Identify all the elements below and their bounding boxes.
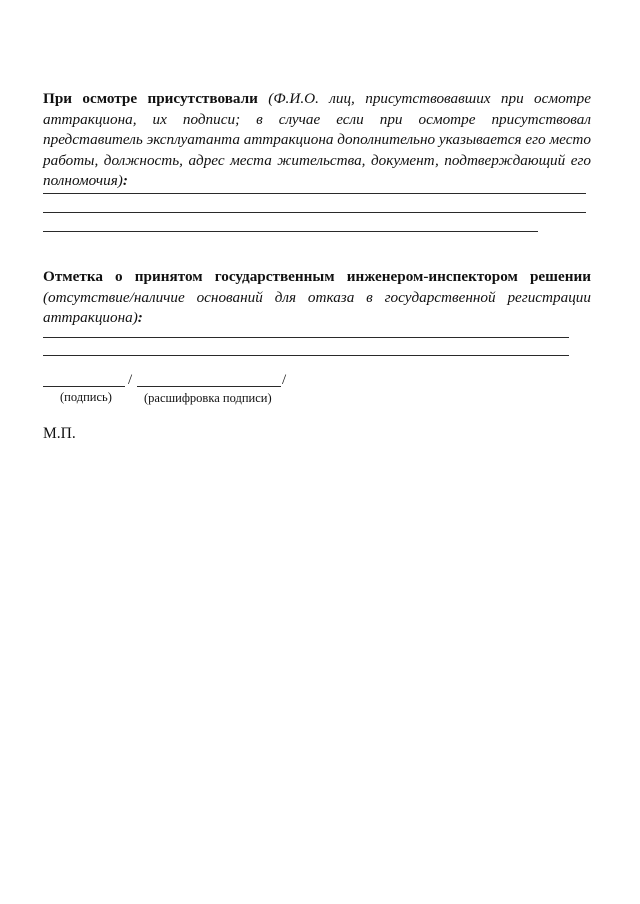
decision-fill-line-1 [43,337,569,338]
present-fill-line-1 [43,193,586,194]
decoding-caption: (расшифровка подписи) [144,391,272,405]
present-section [43,89,591,192]
decision-note: (отсутствие/наличие оснований для отказа в государственной регистрации аттракциона) [43,288,591,326]
signature-caption: (подпись) [60,390,112,404]
signature-line [43,386,125,387]
decision-label: Отметка о принятом государственным инженером-инспектором решении [43,268,591,285]
present-note: (Ф.И.О. лиц, присутствовавших при осмотре аттракциона, их подписи; в случае если при осмотре присутствовал представитель эксплуатанта аттракциона дополнительно указывается его место работы, должность, адрес места жительства, документ, подтверждающий его полномочия) [43,90,591,189]
present-fill-line-2 [43,212,586,213]
present-label: При осмотре присутствовали [43,90,258,107]
signature-slash-2: / [282,372,287,388]
signature-slash-1: / [128,372,133,388]
decoding-line [137,386,281,387]
present-fill-line-3 [43,231,538,232]
decision-colon: : [137,309,143,326]
present-colon: : [122,172,128,189]
decision-section [43,267,591,329]
stamp-place: М.П. [43,425,76,442]
decision-fill-line-2 [43,355,569,356]
